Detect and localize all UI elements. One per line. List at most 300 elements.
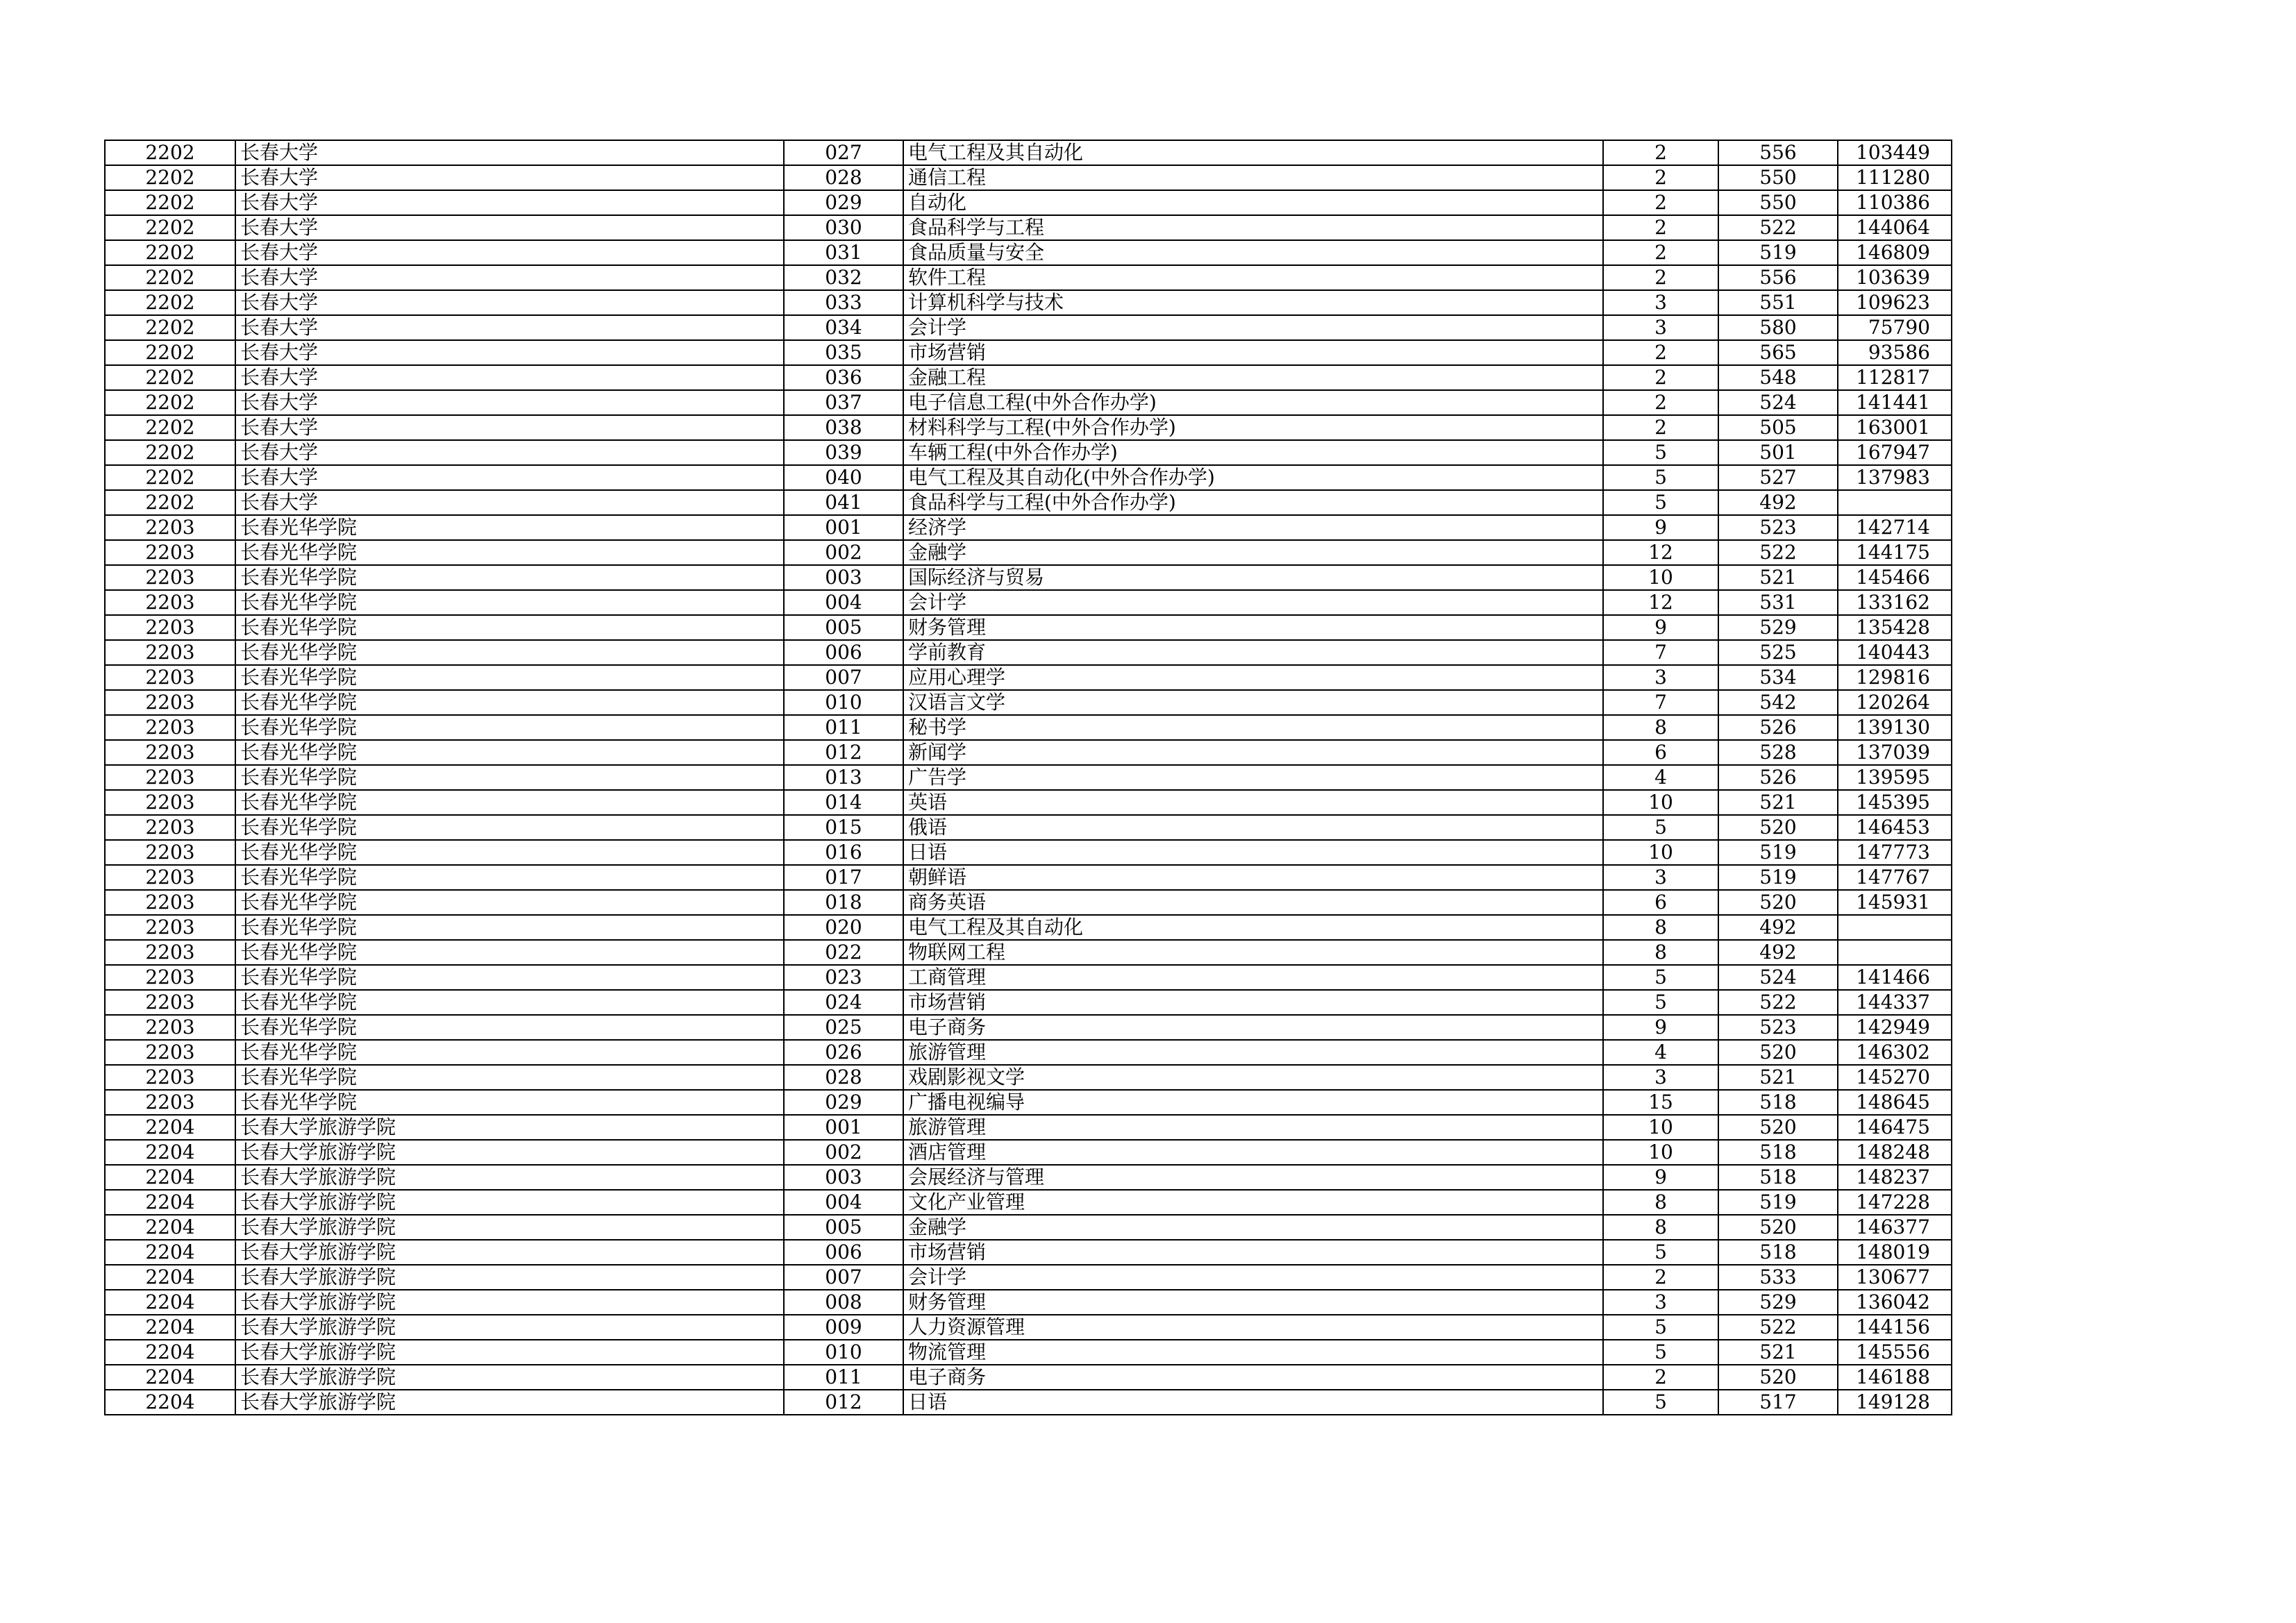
cell-plan-count: 2	[1603, 140, 1718, 165]
cell-major-code: 039	[784, 440, 903, 465]
cell-min-rank: 140443	[1838, 640, 1952, 665]
cell-min-rank: 148248	[1838, 1140, 1952, 1165]
cell-major-name: 广播电视编导	[903, 1090, 1603, 1115]
table-row	[105, 515, 1952, 540]
cell-plan-count: 2	[1603, 415, 1718, 440]
cell-institution-code: 2202	[105, 315, 235, 340]
cell-min-score: 520	[1718, 1365, 1838, 1390]
cell-major-code: 033	[784, 290, 903, 315]
cell-major-name: 市场营销	[903, 340, 1603, 365]
cell-min-score: 529	[1718, 1290, 1838, 1315]
cell-institution-name: 长春光华学院	[235, 715, 784, 740]
table-row	[105, 315, 1952, 340]
cell-min-rank: 130677	[1838, 1265, 1952, 1290]
cell-major-name: 英语	[903, 790, 1603, 815]
cell-min-rank: 144156	[1838, 1315, 1952, 1340]
table-row	[105, 390, 1952, 415]
cell-institution-code: 2203	[105, 1065, 235, 1090]
cell-plan-count: 3	[1603, 1290, 1718, 1315]
cell-institution-name: 长春光华学院	[235, 540, 784, 565]
cell-min-score: 492	[1718, 490, 1838, 515]
table-row	[105, 465, 1952, 490]
cell-institution-code: 2203	[105, 740, 235, 765]
cell-institution-code: 2204	[105, 1390, 235, 1415]
cell-min-score: 523	[1718, 515, 1838, 540]
table-row	[105, 815, 1952, 840]
cell-institution-code: 2204	[105, 1240, 235, 1265]
cell-major-name: 日语	[903, 1390, 1603, 1415]
cell-major-name: 自动化	[903, 190, 1603, 215]
cell-min-rank: 112817	[1838, 365, 1952, 390]
cell-major-code: 018	[784, 890, 903, 915]
cell-plan-count: 4	[1603, 1040, 1718, 1065]
cell-min-score: 551	[1718, 290, 1838, 315]
cell-plan-count: 5	[1603, 1340, 1718, 1365]
table-row	[105, 540, 1952, 565]
cell-min-score: 519	[1718, 865, 1838, 890]
cell-major-name: 学前教育	[903, 640, 1603, 665]
cell-institution-name: 长春光华学院	[235, 890, 784, 915]
cell-min-score: 531	[1718, 590, 1838, 615]
cell-major-name: 计算机科学与技术	[903, 290, 1603, 315]
cell-institution-name: 长春大学旅游学院	[235, 1315, 784, 1340]
cell-min-score: 580	[1718, 315, 1838, 340]
cell-institution-name: 长春光华学院	[235, 515, 784, 540]
cell-institution-name: 长春大学	[235, 340, 784, 365]
cell-min-rank: 137039	[1838, 740, 1952, 765]
cell-plan-count: 3	[1603, 665, 1718, 690]
cell-institution-name: 长春大学	[235, 390, 784, 415]
cell-min-rank: 146453	[1838, 815, 1952, 840]
cell-plan-count: 10	[1603, 790, 1718, 815]
cell-min-score: 524	[1718, 965, 1838, 990]
cell-plan-count: 3	[1603, 290, 1718, 315]
cell-major-name: 电子商务	[903, 1365, 1603, 1390]
cell-institution-code: 2203	[105, 540, 235, 565]
cell-major-code: 040	[784, 465, 903, 490]
cell-institution-code: 2203	[105, 890, 235, 915]
cell-institution-name: 长春光华学院	[235, 565, 784, 590]
cell-min-score: 565	[1718, 340, 1838, 365]
cell-min-score: 520	[1718, 890, 1838, 915]
cell-plan-count: 3	[1603, 1065, 1718, 1090]
cell-min-rank: 141441	[1838, 390, 1952, 415]
cell-major-code: 008	[784, 1290, 903, 1315]
cell-plan-count: 5	[1603, 1240, 1718, 1265]
cell-min-score: 526	[1718, 765, 1838, 790]
cell-plan-count: 4	[1603, 765, 1718, 790]
cell-plan-count: 2	[1603, 340, 1718, 365]
cell-major-code: 009	[784, 1315, 903, 1340]
cell-institution-name: 长春光华学院	[235, 1015, 784, 1040]
cell-min-rank: 145931	[1838, 890, 1952, 915]
admissions-table	[104, 140, 1952, 1415]
cell-min-score: 522	[1718, 540, 1838, 565]
cell-min-score: 518	[1718, 1140, 1838, 1165]
cell-institution-code: 2203	[105, 790, 235, 815]
cell-institution-code: 2203	[105, 1090, 235, 1115]
cell-plan-count: 12	[1603, 590, 1718, 615]
cell-institution-code: 2202	[105, 465, 235, 490]
cell-plan-count: 8	[1603, 1215, 1718, 1240]
cell-major-name: 旅游管理	[903, 1115, 1603, 1140]
cell-plan-count: 6	[1603, 890, 1718, 915]
table-row	[105, 715, 1952, 740]
cell-major-name: 电气工程及其自动化	[903, 915, 1603, 940]
cell-major-name: 国际经济与贸易	[903, 565, 1603, 590]
cell-min-rank: 144337	[1838, 990, 1952, 1015]
cell-min-rank: 142949	[1838, 1015, 1952, 1040]
cell-plan-count: 10	[1603, 1115, 1718, 1140]
cell-major-name: 汉语言文学	[903, 690, 1603, 715]
cell-institution-code: 2202	[105, 365, 235, 390]
cell-min-rank: 110386	[1838, 190, 1952, 215]
cell-major-code: 034	[784, 315, 903, 340]
cell-institution-name: 长春光华学院	[235, 1040, 784, 1065]
cell-institution-name: 长春大学	[235, 440, 784, 465]
table-row	[105, 1190, 1952, 1215]
table-row	[105, 615, 1952, 640]
cell-institution-code: 2203	[105, 965, 235, 990]
cell-min-score: 520	[1718, 1040, 1838, 1065]
table-row	[105, 415, 1952, 440]
cell-institution-name: 长春大学旅游学院	[235, 1115, 784, 1140]
cell-plan-count: 7	[1603, 640, 1718, 665]
cell-plan-count: 2	[1603, 1365, 1718, 1390]
cell-major-code: 003	[784, 1165, 903, 1190]
table-row	[105, 665, 1952, 690]
cell-min-score: 524	[1718, 390, 1838, 415]
cell-major-code: 007	[784, 665, 903, 690]
cell-major-name: 电气工程及其自动化	[903, 140, 1603, 165]
table-row	[105, 1340, 1952, 1365]
cell-institution-code: 2202	[105, 290, 235, 315]
table-row	[105, 1115, 1952, 1140]
cell-major-name: 电子信息工程(中外合作办学)	[903, 390, 1603, 415]
cell-institution-code: 2202	[105, 440, 235, 465]
cell-major-code: 022	[784, 940, 903, 965]
cell-major-name: 广告学	[903, 765, 1603, 790]
cell-min-rank: 147228	[1838, 1190, 1952, 1215]
cell-min-score: 527	[1718, 465, 1838, 490]
cell-min-rank: 136042	[1838, 1290, 1952, 1315]
cell-major-name: 市场营销	[903, 1240, 1603, 1265]
cell-major-name: 会计学	[903, 1265, 1603, 1290]
cell-min-rank: 120264	[1838, 690, 1952, 715]
cell-major-name: 通信工程	[903, 165, 1603, 190]
cell-min-score: 518	[1718, 1240, 1838, 1265]
cell-min-rank: 146302	[1838, 1040, 1952, 1065]
cell-institution-code: 2204	[105, 1215, 235, 1240]
cell-min-score: 521	[1718, 565, 1838, 590]
cell-min-score: 522	[1718, 1315, 1838, 1340]
cell-major-code: 014	[784, 790, 903, 815]
cell-major-code: 005	[784, 615, 903, 640]
cell-institution-name: 长春大学	[235, 265, 784, 290]
cell-plan-count: 5	[1603, 1315, 1718, 1340]
cell-institution-code: 2203	[105, 515, 235, 540]
table-row	[105, 765, 1952, 790]
cell-min-score: 519	[1718, 840, 1838, 865]
cell-major-code: 013	[784, 765, 903, 790]
cell-min-score: 556	[1718, 140, 1838, 165]
cell-min-score: 534	[1718, 665, 1838, 690]
cell-min-score: 521	[1718, 1065, 1838, 1090]
cell-plan-count: 5	[1603, 1390, 1718, 1415]
cell-major-name: 经济学	[903, 515, 1603, 540]
cell-major-name: 朝鲜语	[903, 865, 1603, 890]
cell-min-rank: 145395	[1838, 790, 1952, 815]
cell-plan-count: 7	[1603, 690, 1718, 715]
cell-major-code: 002	[784, 1140, 903, 1165]
cell-plan-count: 8	[1603, 1190, 1718, 1215]
cell-institution-code: 2203	[105, 765, 235, 790]
cell-major-code: 010	[784, 1340, 903, 1365]
cell-min-rank	[1838, 940, 1952, 965]
table-row	[105, 565, 1952, 590]
table-row	[105, 340, 1952, 365]
cell-min-rank: 103639	[1838, 265, 1952, 290]
cell-min-score: 517	[1718, 1390, 1838, 1415]
table-row	[105, 365, 1952, 390]
cell-institution-name: 长春大学旅游学院	[235, 1265, 784, 1290]
cell-major-code: 028	[784, 165, 903, 190]
cell-plan-count: 5	[1603, 490, 1718, 515]
cell-major-name: 物流管理	[903, 1340, 1603, 1365]
cell-major-code: 025	[784, 1015, 903, 1040]
cell-major-name: 俄语	[903, 815, 1603, 840]
cell-major-name: 材料科学与工程(中外合作办学)	[903, 415, 1603, 440]
table-row	[105, 440, 1952, 465]
cell-institution-code: 2204	[105, 1140, 235, 1165]
table-row	[105, 890, 1952, 915]
table-row	[105, 690, 1952, 715]
cell-min-rank: 145270	[1838, 1065, 1952, 1090]
cell-plan-count: 2	[1603, 365, 1718, 390]
cell-major-name: 金融工程	[903, 365, 1603, 390]
cell-plan-count: 5	[1603, 965, 1718, 990]
cell-institution-code: 2203	[105, 615, 235, 640]
table-row	[105, 1215, 1952, 1240]
cell-plan-count: 9	[1603, 1165, 1718, 1190]
cell-plan-count: 2	[1603, 240, 1718, 265]
cell-major-code: 027	[784, 140, 903, 165]
cell-plan-count: 10	[1603, 565, 1718, 590]
cell-min-rank: 163001	[1838, 415, 1952, 440]
cell-major-name: 商务英语	[903, 890, 1603, 915]
cell-min-score: 518	[1718, 1090, 1838, 1115]
cell-institution-name: 长春大学	[235, 490, 784, 515]
cell-institution-name: 长春光华学院	[235, 740, 784, 765]
cell-institution-code: 2202	[105, 165, 235, 190]
cell-min-score: 522	[1718, 215, 1838, 240]
cell-major-code: 029	[784, 190, 903, 215]
cell-institution-name: 长春大学	[235, 365, 784, 390]
table-row	[105, 215, 1952, 240]
cell-institution-code: 2202	[105, 340, 235, 365]
cell-min-score: 542	[1718, 690, 1838, 715]
cell-major-code: 017	[784, 865, 903, 890]
cell-plan-count: 8	[1603, 915, 1718, 940]
table-row	[105, 640, 1952, 665]
cell-plan-count: 3	[1603, 865, 1718, 890]
cell-plan-count: 10	[1603, 1140, 1718, 1165]
cell-major-name: 戏剧影视文学	[903, 1065, 1603, 1090]
cell-min-score: 520	[1718, 1215, 1838, 1240]
cell-institution-code: 2203	[105, 665, 235, 690]
cell-min-rank: 144175	[1838, 540, 1952, 565]
cell-institution-code: 2202	[105, 215, 235, 240]
table-row	[105, 840, 1952, 865]
cell-institution-code: 2202	[105, 190, 235, 215]
cell-major-name: 财务管理	[903, 1290, 1603, 1315]
cell-plan-count: 9	[1603, 1015, 1718, 1040]
cell-institution-code: 2203	[105, 940, 235, 965]
cell-institution-code: 2203	[105, 865, 235, 890]
cell-institution-name: 长春大学	[235, 140, 784, 165]
cell-major-code: 023	[784, 965, 903, 990]
cell-major-code: 026	[784, 1040, 903, 1065]
cell-min-score: 550	[1718, 165, 1838, 190]
cell-major-code: 012	[784, 1390, 903, 1415]
table-row	[105, 1165, 1952, 1190]
cell-plan-count: 6	[1603, 740, 1718, 765]
cell-institution-name: 长春大学	[235, 315, 784, 340]
cell-major-name: 旅游管理	[903, 1040, 1603, 1065]
cell-plan-count: 2	[1603, 190, 1718, 215]
cell-min-score: 518	[1718, 1165, 1838, 1190]
cell-major-name: 市场营销	[903, 990, 1603, 1015]
cell-major-code: 002	[784, 540, 903, 565]
cell-min-score: 519	[1718, 1190, 1838, 1215]
cell-major-code: 007	[784, 1265, 903, 1290]
cell-institution-name: 长春大学旅游学院	[235, 1340, 784, 1365]
table-body	[105, 140, 1952, 1415]
cell-institution-code: 2203	[105, 590, 235, 615]
cell-min-score: 525	[1718, 640, 1838, 665]
cell-min-rank: 111280	[1838, 165, 1952, 190]
cell-major-code: 006	[784, 1240, 903, 1265]
cell-min-score: 556	[1718, 265, 1838, 290]
cell-institution-code: 2203	[105, 815, 235, 840]
table-row	[105, 1365, 1952, 1390]
cell-institution-code: 2202	[105, 490, 235, 515]
table-row	[105, 240, 1952, 265]
cell-institution-code: 2203	[105, 990, 235, 1015]
cell-plan-count: 15	[1603, 1090, 1718, 1115]
cell-major-code: 010	[784, 690, 903, 715]
cell-institution-code: 2202	[105, 265, 235, 290]
table-row	[105, 1290, 1952, 1315]
cell-min-rank	[1838, 915, 1952, 940]
cell-min-rank: 147767	[1838, 865, 1952, 890]
cell-min-rank: 137983	[1838, 465, 1952, 490]
cell-institution-name: 长春大学	[235, 290, 784, 315]
cell-major-code: 029	[784, 1090, 903, 1115]
cell-institution-name: 长春光华学院	[235, 1090, 784, 1115]
cell-min-rank: 139595	[1838, 765, 1952, 790]
table-row	[105, 490, 1952, 515]
cell-institution-name: 长春大学	[235, 415, 784, 440]
cell-major-code: 015	[784, 815, 903, 840]
cell-institution-name: 长春光华学院	[235, 640, 784, 665]
cell-major-name: 新闻学	[903, 740, 1603, 765]
cell-plan-count: 5	[1603, 440, 1718, 465]
cell-min-score: 526	[1718, 715, 1838, 740]
cell-major-name: 会计学	[903, 315, 1603, 340]
cell-plan-count: 8	[1603, 940, 1718, 965]
cell-major-code: 004	[784, 590, 903, 615]
cell-min-rank: 167947	[1838, 440, 1952, 465]
cell-min-score: 520	[1718, 815, 1838, 840]
cell-institution-name: 长春光华学院	[235, 590, 784, 615]
cell-institution-name: 长春大学旅游学院	[235, 1165, 784, 1190]
cell-min-score: 521	[1718, 790, 1838, 815]
table-row	[105, 590, 1952, 615]
cell-min-score: 505	[1718, 415, 1838, 440]
cell-institution-code: 2204	[105, 1265, 235, 1290]
cell-institution-name: 长春大学	[235, 165, 784, 190]
table-row	[105, 965, 1952, 990]
cell-institution-name: 长春大学旅游学院	[235, 1190, 784, 1215]
cell-major-name: 金融学	[903, 1215, 1603, 1240]
cell-min-score: 550	[1718, 190, 1838, 215]
cell-institution-name: 长春光华学院	[235, 690, 784, 715]
cell-major-name: 秘书学	[903, 715, 1603, 740]
cell-institution-name: 长春光华学院	[235, 665, 784, 690]
table-row	[105, 790, 1952, 815]
cell-major-code: 006	[784, 640, 903, 665]
cell-institution-code: 2203	[105, 715, 235, 740]
cell-major-code: 024	[784, 990, 903, 1015]
cell-institution-code: 2203	[105, 1040, 235, 1065]
cell-major-code: 028	[784, 1065, 903, 1090]
cell-major-name: 日语	[903, 840, 1603, 865]
cell-institution-code: 2202	[105, 140, 235, 165]
table-row	[105, 1265, 1952, 1290]
cell-min-score: 533	[1718, 1265, 1838, 1290]
cell-major-name: 文化产业管理	[903, 1190, 1603, 1215]
cell-major-code: 038	[784, 415, 903, 440]
cell-institution-name: 长春光华学院	[235, 915, 784, 940]
cell-min-rank: 141466	[1838, 965, 1952, 990]
cell-institution-code: 2204	[105, 1165, 235, 1190]
cell-institution-name: 长春光华学院	[235, 965, 784, 990]
cell-min-rank: 148237	[1838, 1165, 1952, 1190]
cell-min-rank: 147773	[1838, 840, 1952, 865]
cell-plan-count: 9	[1603, 615, 1718, 640]
cell-institution-code: 2202	[105, 240, 235, 265]
cell-institution-name: 长春大学旅游学院	[235, 1240, 784, 1265]
cell-plan-count: 9	[1603, 515, 1718, 540]
cell-major-code: 031	[784, 240, 903, 265]
table-row	[105, 265, 1952, 290]
cell-min-rank: 75790	[1838, 315, 1952, 340]
cell-major-name: 工商管理	[903, 965, 1603, 990]
cell-institution-code: 2204	[105, 1315, 235, 1340]
cell-major-name: 会展经济与管理	[903, 1165, 1603, 1190]
cell-institution-name: 长春光华学院	[235, 865, 784, 890]
table-row	[105, 1040, 1952, 1065]
table-row	[105, 1240, 1952, 1265]
cell-min-score: 519	[1718, 240, 1838, 265]
cell-min-rank: 139130	[1838, 715, 1952, 740]
cell-min-rank: 142714	[1838, 515, 1952, 540]
cell-institution-code: 2203	[105, 1015, 235, 1040]
cell-min-rank: 146809	[1838, 240, 1952, 265]
cell-plan-count: 2	[1603, 1265, 1718, 1290]
cell-min-rank: 129816	[1838, 665, 1952, 690]
